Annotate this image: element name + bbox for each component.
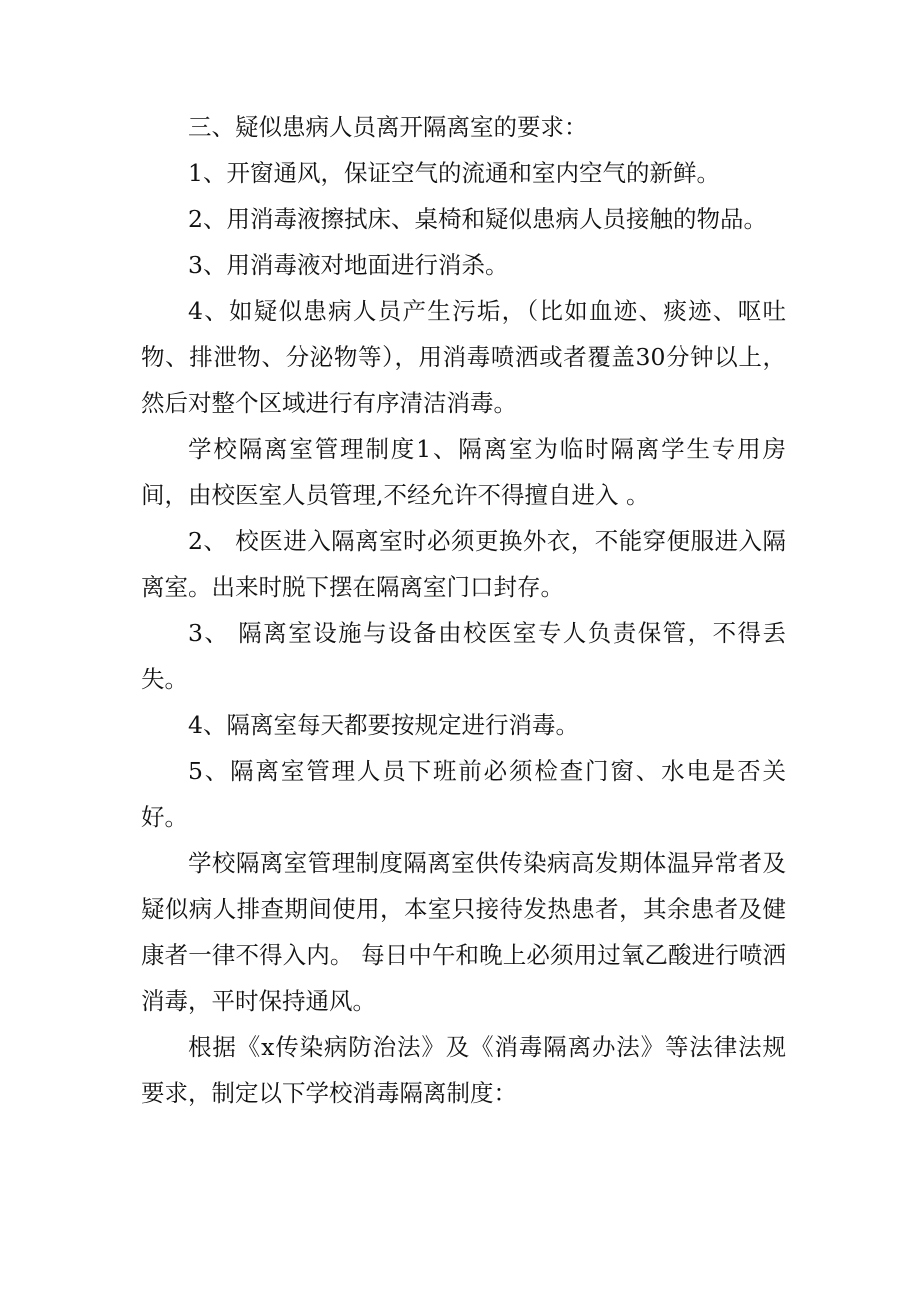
paragraph-rules-3: 3、 隔离室设施与设备由校医室专人负责保管，不得丢失。	[141, 619, 786, 693]
paragraph-isolation-policy: 学校隔离室管理制度隔离室供传染病高发期体温异常者及疑似病人排查期间使用，本室只接待发热患者，其余患者及健康者一律不得入内。 每日中午和晚上必须用过氧乙酸进行喷洒消毒，平时保持通风。	[141, 849, 786, 1015]
paragraph-item-3: 3、用消毒液对地面进行消杀。	[188, 251, 509, 279]
paragraph-legal-basis: 根据《x传染病防治法》及《消毒隔离办法》等法律法规要求，制定以下学校消毒隔离制度：	[141, 1033, 786, 1107]
paragraph-item-1: 1、开窗通风，保证空气的流通和室内空气的新鲜。	[188, 159, 720, 187]
paragraph-rules-2: 2、 校医进入隔离室时必须更换外衣，不能穿便服进入隔离室。出来时脱下摆在隔离室门口封存。	[141, 527, 786, 601]
paragraph-item-4: 4、如疑似患病人员产生污垢，（比如血迹、痰迹、呕吐物、排泄物、分泌物等），用消毒喷洒或者覆盖30分钟以上，然后对整个区域进行有序清洁消毒。	[141, 297, 786, 417]
document-body	[141, 104, 786, 1116]
paragraph-rules-5: 5、隔离室管理人员下班前必须检查门窗、水电是否关好。	[141, 757, 786, 831]
paragraph-section-heading: 三、疑似患病人员离开隔离室的要求：	[188, 113, 588, 141]
paragraph-item-2: 2、用消毒液擦拭床、桌椅和疑似患病人员接触的物品。	[188, 205, 767, 233]
paragraph-rules-4: 4、隔离室每天都要按规定进行消毒。	[188, 711, 579, 739]
paragraph-rules-1: 学校隔离室管理制度1、隔离室为临时隔离学生专用房间，由校医室人员管理,不经允许不得擅自进入 。	[141, 435, 786, 509]
